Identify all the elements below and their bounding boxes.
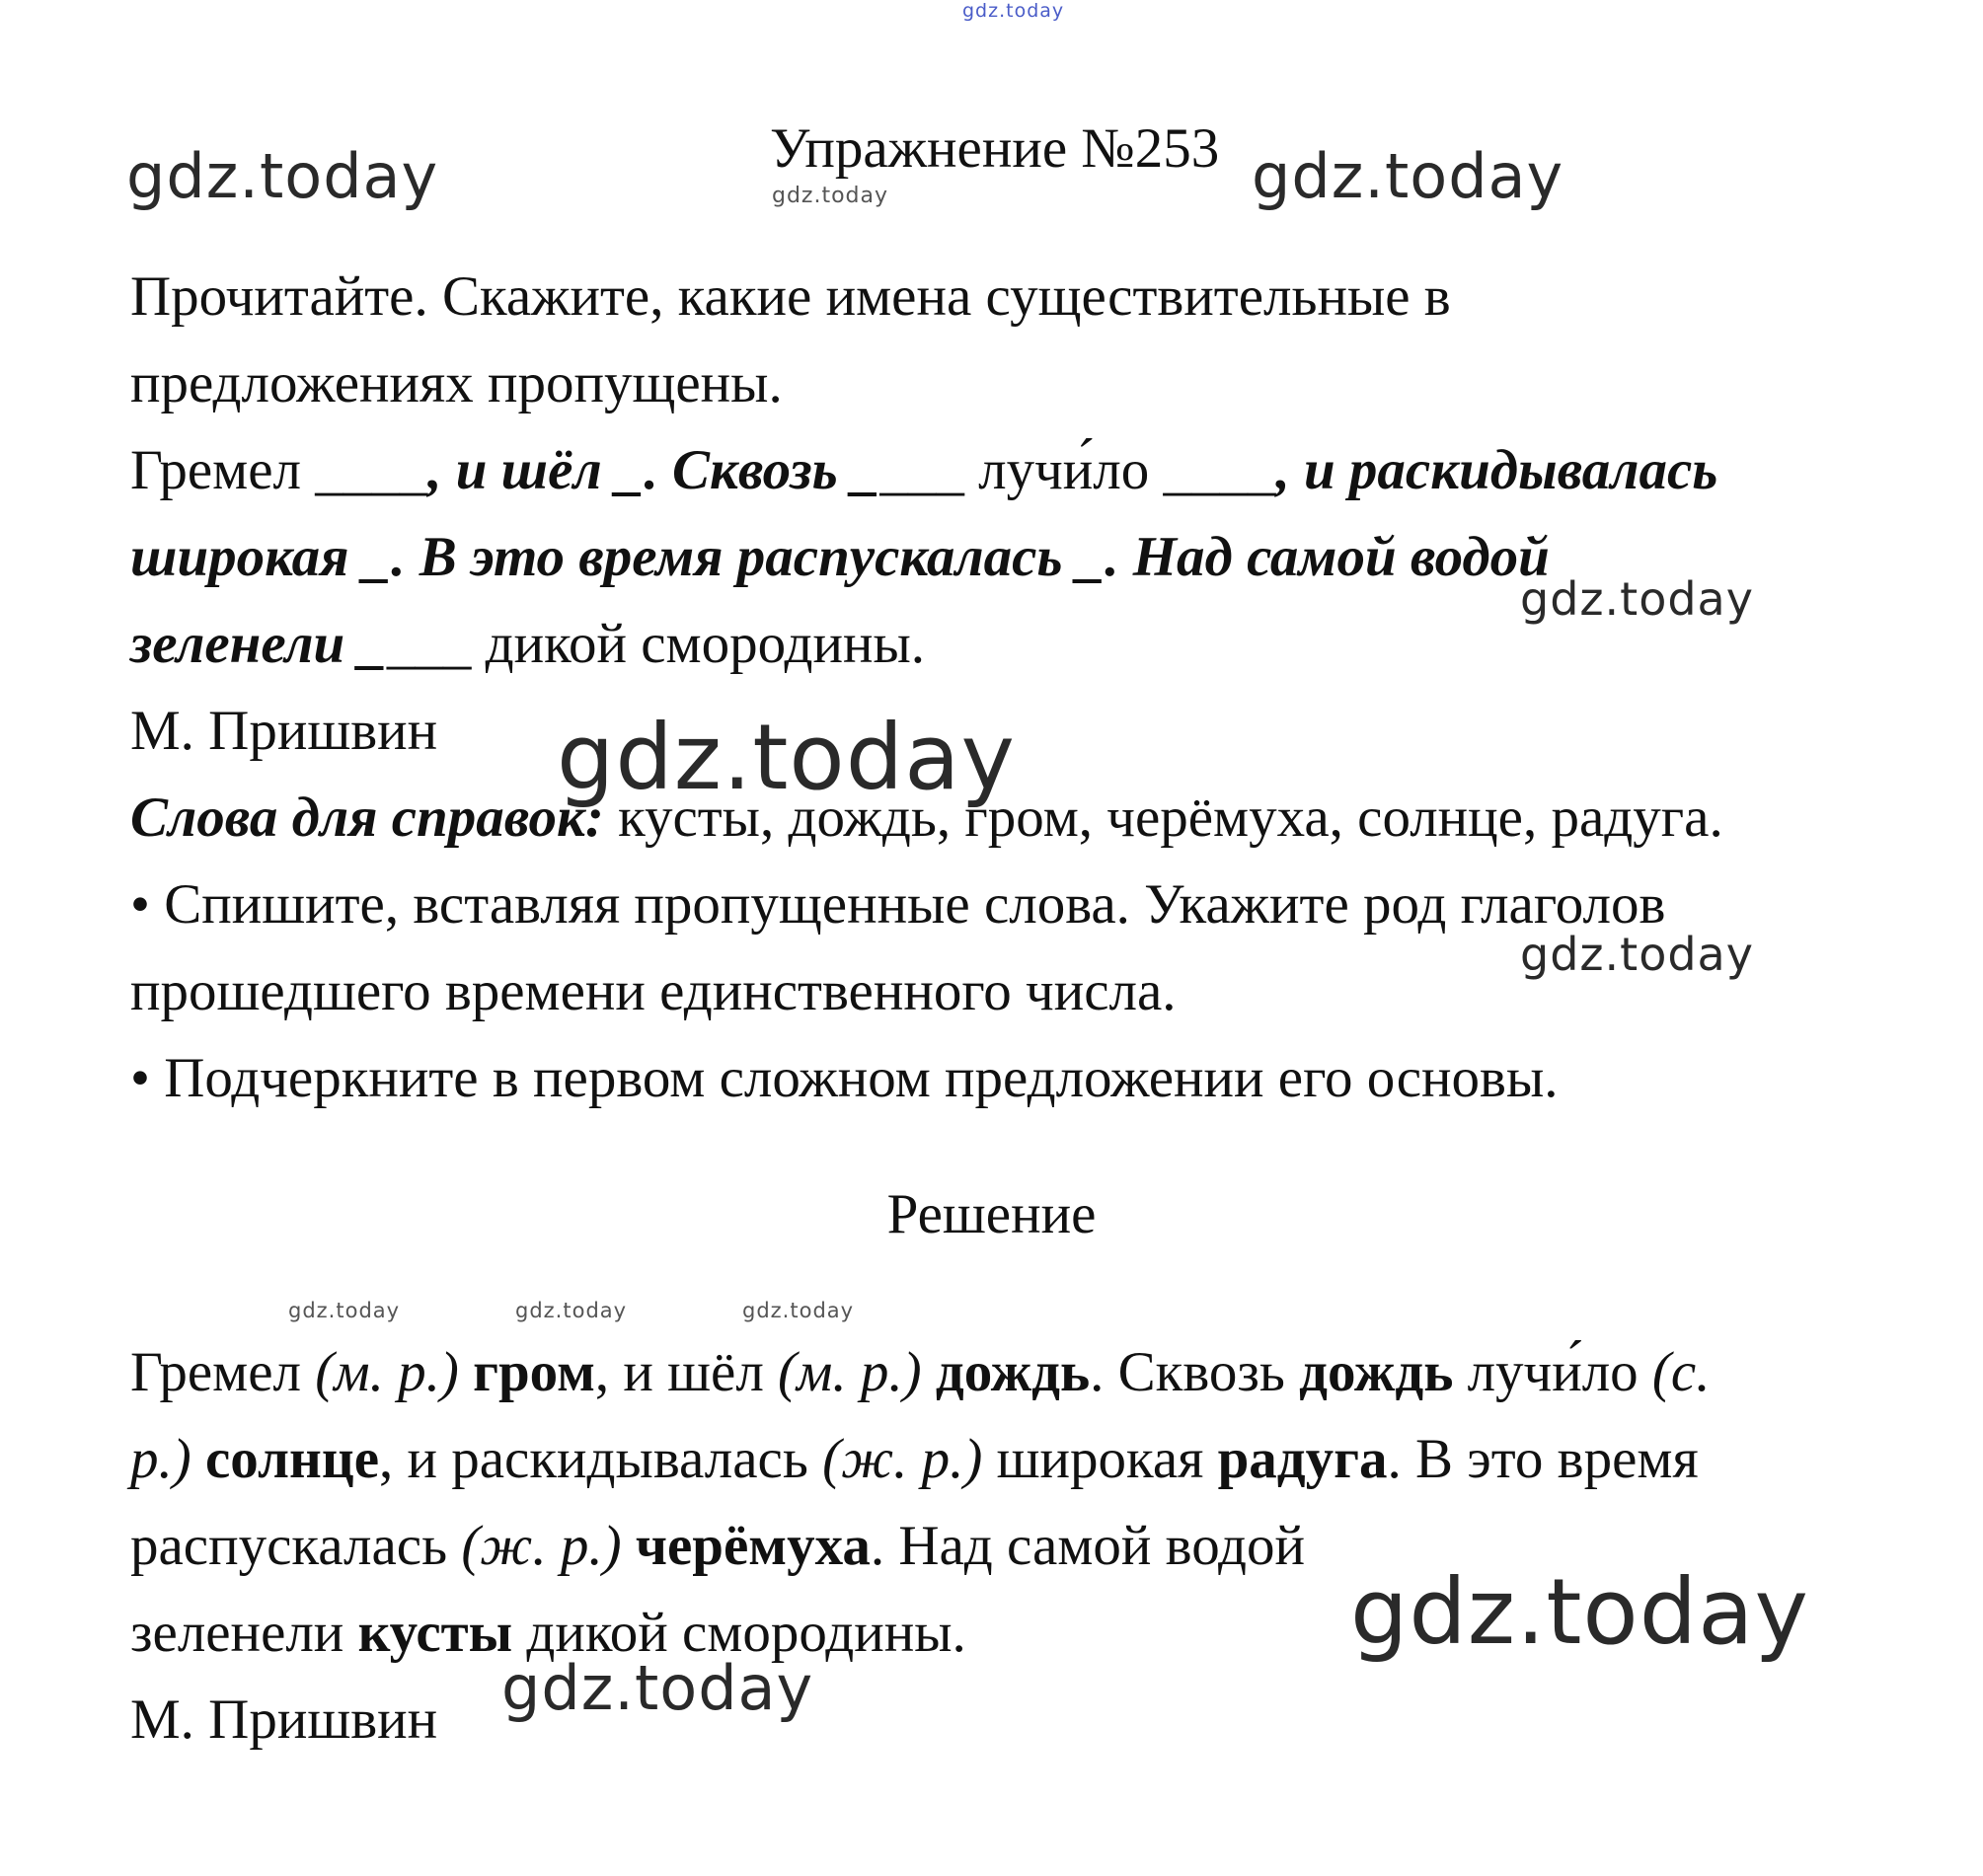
watermark: gdz.today xyxy=(1520,572,1754,626)
inserted-word: дождь xyxy=(1299,1341,1454,1403)
solution-line-1 xyxy=(130,1341,1711,1403)
text-fragment: ___ дикой смородины. xyxy=(386,613,925,675)
watermark: gdz.today xyxy=(962,0,1065,22)
gender-mark: (с. xyxy=(1651,1341,1711,1403)
text-fragment: Гремел xyxy=(130,1341,316,1403)
solution-line-2 xyxy=(130,1428,1699,1490)
page-title: Упражнение №253 xyxy=(770,117,1220,180)
gender-mark: (м. р.) xyxy=(315,1341,459,1403)
inserted-word: солнце xyxy=(204,1428,379,1490)
text-fragment: дикой смородины. xyxy=(512,1602,966,1664)
watermark: gdz.today xyxy=(288,1299,401,1322)
text-fragment-bold: , и шёл _. Сквозь _ xyxy=(427,439,880,501)
instruction-1-line-1: • Спишите, вставляя пропущенные слова. Укажите род глаголов xyxy=(130,873,1666,936)
text-fragment: лучи́ло xyxy=(1453,1341,1652,1403)
watermark: gdz.today xyxy=(742,1299,855,1322)
task-intro-line-1: Прочитайте. Скажите, какие имена существительные в xyxy=(130,265,1451,328)
reference-words: кусты, дождь, гром, черёмуха, солнце, радуга. xyxy=(603,787,1723,849)
task-text-line-1 xyxy=(130,439,1718,501)
inserted-word: дождь xyxy=(935,1341,1091,1403)
inserted-word: гром xyxy=(473,1341,595,1403)
text-fragment: широкая xyxy=(982,1428,1218,1490)
watermark: gdz.today xyxy=(515,1299,628,1322)
text-fragment: зеленели xyxy=(130,1602,358,1664)
text-fragment: , и шёл xyxy=(594,1341,779,1403)
task-text-line-2: широкая _. В это время распускалась _. Над самой водой xyxy=(130,526,1550,588)
solution-heading: Решение xyxy=(886,1183,1097,1245)
watermark: gdz.today xyxy=(1350,1559,1809,1665)
gender-mark: р.) xyxy=(130,1428,191,1490)
instruction-1-line-2: прошедшего времени единственного числа. xyxy=(130,960,1177,1022)
watermark: gdz.today xyxy=(126,140,439,212)
watermark: gdz.today xyxy=(501,1652,814,1724)
task-author: М. Пришвин xyxy=(130,700,438,762)
task-intro-line-2: предложениях пропущены. xyxy=(130,352,783,414)
gender-mark: (м. р.) xyxy=(778,1341,922,1403)
gender-mark: (ж. р.) xyxy=(461,1515,622,1577)
solution-line-3 xyxy=(130,1515,1306,1577)
reference-label: Слова для справок: xyxy=(130,787,604,849)
text-fragment: ___ лучи́ло ____ xyxy=(879,439,1276,501)
text-fragment: Гремел ____ xyxy=(130,439,428,501)
text-fragment: . Над самой водой xyxy=(870,1515,1306,1577)
text-fragment: распускалась xyxy=(130,1515,462,1577)
instruction-2: • Подчеркните в первом сложном предложении его основы. xyxy=(130,1047,1559,1109)
inserted-word: кусты xyxy=(357,1602,513,1664)
watermark: gdz.today xyxy=(557,705,1016,810)
watermark: gdz.today xyxy=(772,184,889,208)
text-fragment-bold: , и раскидывалась xyxy=(1275,439,1718,501)
inserted-word: черёмуха xyxy=(635,1515,871,1577)
inserted-word: радуга xyxy=(1217,1428,1388,1490)
text-fragment: . В это время xyxy=(1387,1428,1699,1490)
text-fragment-bold: зеленели _ xyxy=(130,613,387,675)
solution-author: М. Пришвин xyxy=(130,1688,438,1751)
watermark: gdz.today xyxy=(1520,928,1754,981)
watermark: gdz.today xyxy=(1252,140,1564,212)
task-text-line-3 xyxy=(130,613,925,675)
gender-mark: (ж. р.) xyxy=(822,1428,983,1490)
text-fragment: . Сквозь xyxy=(1090,1341,1300,1403)
text-fragment: , и раскидывалась xyxy=(379,1428,823,1490)
